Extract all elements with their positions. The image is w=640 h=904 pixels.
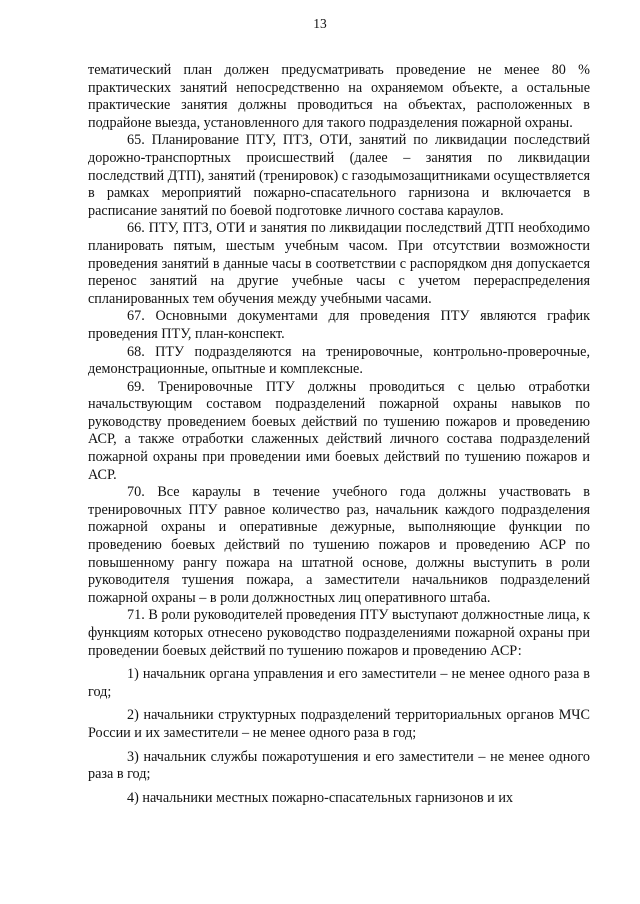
list-item-3: 3) начальник службы пожаротушения и его заместители – не менее одного раза в год;: [88, 748, 590, 783]
paragraph-67: 67. Основными документами для проведения ПТУ являются график проведения ПТУ, план-конспект.: [88, 308, 590, 342]
list-item-1: 1) начальник органа управления и его заместители – не менее одного раза в год;: [88, 666, 590, 700]
paragraph-68: 68. ПТУ подразделяются на тренировочные, контрольно-проверочные, демонстрационные, опытные и комплексные.: [88, 343, 590, 378]
list-item-4: 4) начальники местных пожарно-спасательных гарнизонов и их: [127, 789, 514, 806]
paragraph-continuation: тематический план должен предусматривать проведение не менее 80 % практических занятий непосредственно на охраняемом объекте, а остальные практические занятия должны проводиться на объектах, расположенных в подрайоне выезда, установленного для такого подразделения пожарной охраны.: [88, 62, 590, 131]
list-item-2: 2) начальники структурных подразделений территориальных органов МЧС России и их заместители – не менее одного раза в год;: [88, 707, 590, 741]
paragraph-69: 69. Тренировочные ПТУ должны проводиться с целью отработки начальствующим составом подразделений пожарной охраны навыков по руководству проведением боевых действий по тушению пожаров и проведению АСР, а также отработки слаженных действий личного состава подразделений пожарной охраны при проведении ими боевых действий по тушению пожаров и АСР.: [88, 378, 590, 483]
paragraph-70: 70. Все караулы в течение учебного года должны участвовать в тренировочных ПТУ равное количество раз, начальник каждого подразделения пожарной охраны и оперативные дежурные, выполняющие функции по проведению боевых действий по тушению пожаров и проведению АСР по повышенному рангу пожара на штатной основе, должны выступить в роли руководителя тушения пожара, а заместители начальников подразделений пожарной охраны – в роли должностных лиц оперативного штаба.: [88, 484, 590, 606]
page-number: 13: [313, 16, 327, 31]
document-body: [88, 62, 590, 807]
paragraph-71: 71. В роли руководителей проведения ПТУ выступают должностные лица, к функциям которых отнесено руководство подразделениями пожарной охраны при проведении боевых действий по тушению пожаров и проведению АСР:: [88, 607, 590, 659]
paragraph-66: 66. ПТУ, ПТЗ, ОТИ и занятия по ликвидации последствий ДТП необходимо планировать пятым, шестым учебным часом. При отсутствии возможности проведения занятий в данные часы в соответствии с распорядком дня допускается перенос занятий на другие учебные часы с учетом перераспределения спланированных тем обучения между учебными часами.: [88, 220, 590, 307]
paragraph-65: 65. Планирование ПТУ, ПТЗ, ОТИ, занятий по ликвидации последствий дорожно-транспортных происшествий (далее – занятия по ликвидации последствий ДТП), занятий (тренировок) с газодымозащитниками осуществляется в рамках мероприятий пожарно-спасательного гарнизона и включается в расписание занятий по боевой подготовке личного состава караулов.: [88, 132, 590, 219]
